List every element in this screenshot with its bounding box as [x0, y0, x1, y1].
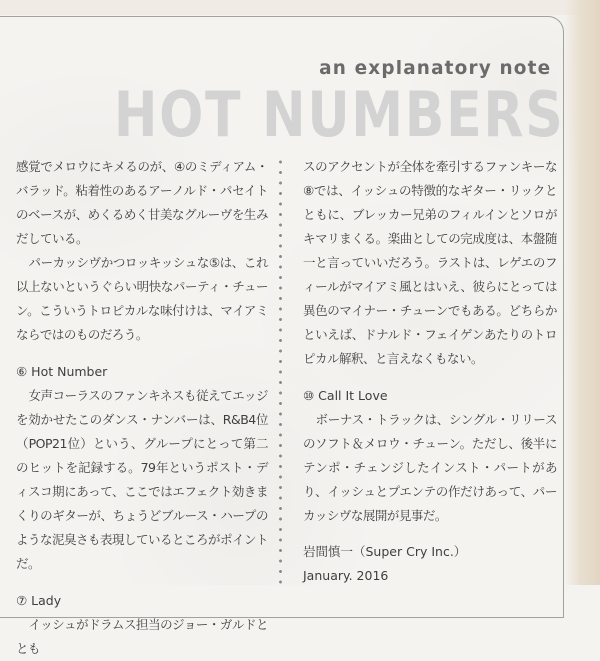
column-right — [303, 155, 557, 588]
credit-date: January. 2016 — [303, 568, 389, 583]
paragraph-track5: パーカッシヴかつロッキッシュな⑤は、これ以上ないというぐらい明快なパーティ・チューン。こういうトロピカルな味付けは、マイアミならではのものだろう。 — [16, 255, 268, 342]
scan-top-edge — [0, 0, 600, 15]
credit-block — [303, 540, 557, 588]
page-title: HOT NUMBERS — [113, 78, 564, 151]
credit-author: 岩間慎一（Super Cry Inc.） — [303, 544, 467, 559]
paragraph-track10: ボーナス・トラックは、シングル・リリースのソフト＆メロウ・チューン。ただし、後半にテンポ・チェンジしたインスト・パートがあり、イッシュとプエンテの作だけあって、パーカッシヴな展開が見事だ。 — [303, 412, 557, 523]
paragraph-track8-continuation: スのアクセントが全体を牽引するファンキーな⑧では、イッシュの特徴的なギター・リックとともに、ブレッカー兄弟のフィルインとソロがキマリまくる。楽曲としての完成度は、本盤随一と言っていいだろう。ラストは、レゲエのフィールがマイアミ風とはいえ、彼らにとっては異色のマイナー・チューンでもある。どちらかといえば、ドナルド・フェイゲンあたりのトロピカル解釈、と言えなくもない。 — [303, 159, 557, 366]
column-left — [16, 155, 268, 661]
paragraph-track6: 女声コーラスのファンキネスも従えてエッジを効かせたこのダンス・ナンバーは、R&B4位（POP21位）という、グループにとって第二のヒットを記録する。79年というポスト・ディスコ期にあって、ここではエフェクト効きまくりのギターが、ちょうどブルース・ハープのような泥臭さも表現しているところがポイントだ。 — [16, 388, 269, 571]
page-subtitle: an explanatory note — [318, 57, 551, 79]
paragraph-track7-cutoff: イッシュがドラムス担当のジョー・ガルドととも — [16, 617, 268, 656]
heading-track6: ⑥ Hot Number — [16, 364, 108, 379]
dotted-column-divider — [279, 158, 282, 585]
page-edge-strip — [564, 0, 600, 585]
paragraph-track4-continuation: 感覚でメロウにキメるのが、④のミディアム・バラッド。粘着性のあるアーノルド・パセイトのベースが、めくるめく甘美なグルーヴを生みだしている。 — [16, 159, 268, 246]
heading-track7: ⑦ Lady — [16, 593, 62, 608]
heading-track10: ⑩ Call It Love — [303, 388, 388, 403]
